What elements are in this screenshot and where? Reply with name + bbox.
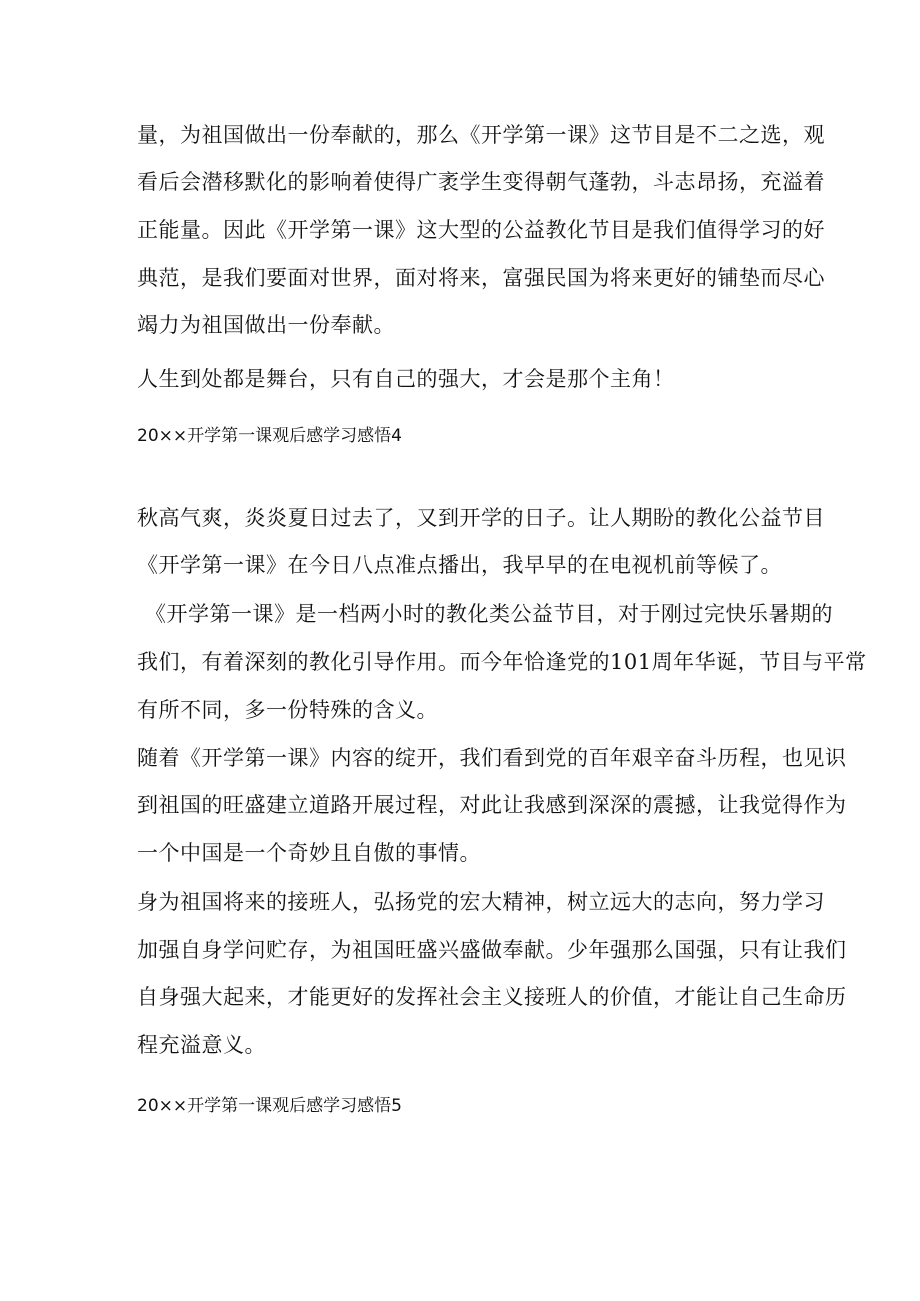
paragraph-4-line-3: 有所不同，多一份特殊的含义。 bbox=[137, 698, 438, 722]
paragraph-6-line-4: 程充溢意义。 bbox=[137, 1033, 266, 1057]
section-heading-4: 20××开学第一课观后感学习感悟4 bbox=[137, 426, 402, 446]
paragraph-4-line-2: 我们，有着深刻的教化引导作用。而今年恰逢党的101周年华诞，节目与平常 bbox=[137, 650, 867, 674]
paragraph-6-line-3: 自身强大起来，才能更好的发挥社会主义接班人的价值，才能让自己生命历 bbox=[137, 985, 847, 1009]
paragraph-2-line-1: 人生到处都是舞台，只有自己的强大，才会是那个主角！ bbox=[137, 367, 675, 391]
paragraph-5-line-3: 一个中国是一个奇妙且自傲的事情。 bbox=[137, 841, 481, 865]
paragraph-1-line-5: 竭力为祖国做出一份奉献。 bbox=[137, 313, 395, 337]
paragraph-1-line-1: 量，为祖国做出一份奉献的，那么《开学第一课》这节目是不二之选，观 bbox=[137, 123, 825, 147]
paragraph-1-line-4: 典范，是我们要面对世界，面对将来，富强民国为将来更好的铺垫而尽心 bbox=[137, 266, 825, 290]
paragraph-6-line-1: 身为祖国将来的接班人，弘扬党的宏大精神，树立远大的志向，努力学习 bbox=[137, 890, 825, 914]
paragraph-3-line-1: 秋高气爽，炎炎夏日过去了，又到开学的日子。让人期盼的教化公益节目 bbox=[137, 506, 825, 530]
section-heading-5: 20××开学第一课观后感学习感悟5 bbox=[137, 1096, 402, 1116]
paragraph-5-line-1: 随着《开学第一课》内容的绽开，我们看到党的百年艰辛奋斗历程，也见识 bbox=[137, 746, 847, 770]
paragraph-6-line-2: 加强自身学问贮存，为祖国旺盛兴盛做奉献。少年强那么国强，只有让我们 bbox=[137, 938, 847, 962]
paragraph-1-line-2: 看后会潜移默化的影响着使得广袤学生变得朝气蓬勃，斗志昂扬，充溢着 bbox=[137, 170, 825, 194]
paragraph-5-line-2: 到祖国的旺盛建立道路开展过程，对此让我感到深深的震撼，让我觉得作为 bbox=[137, 793, 847, 817]
paragraph-4-line-1: 《开学第一课》是一档两小时的教化类公益节目，对于刚过完快乐暑期的 bbox=[145, 602, 833, 626]
paragraph-3-line-2: 《开学第一课》在今日八点准点播出，我早早的在电视机前等候了。 bbox=[137, 553, 782, 577]
paragraph-1-line-3: 正能量。因此《开学第一课》这大型的公益教化节目是我们值得学习的好 bbox=[137, 218, 825, 242]
